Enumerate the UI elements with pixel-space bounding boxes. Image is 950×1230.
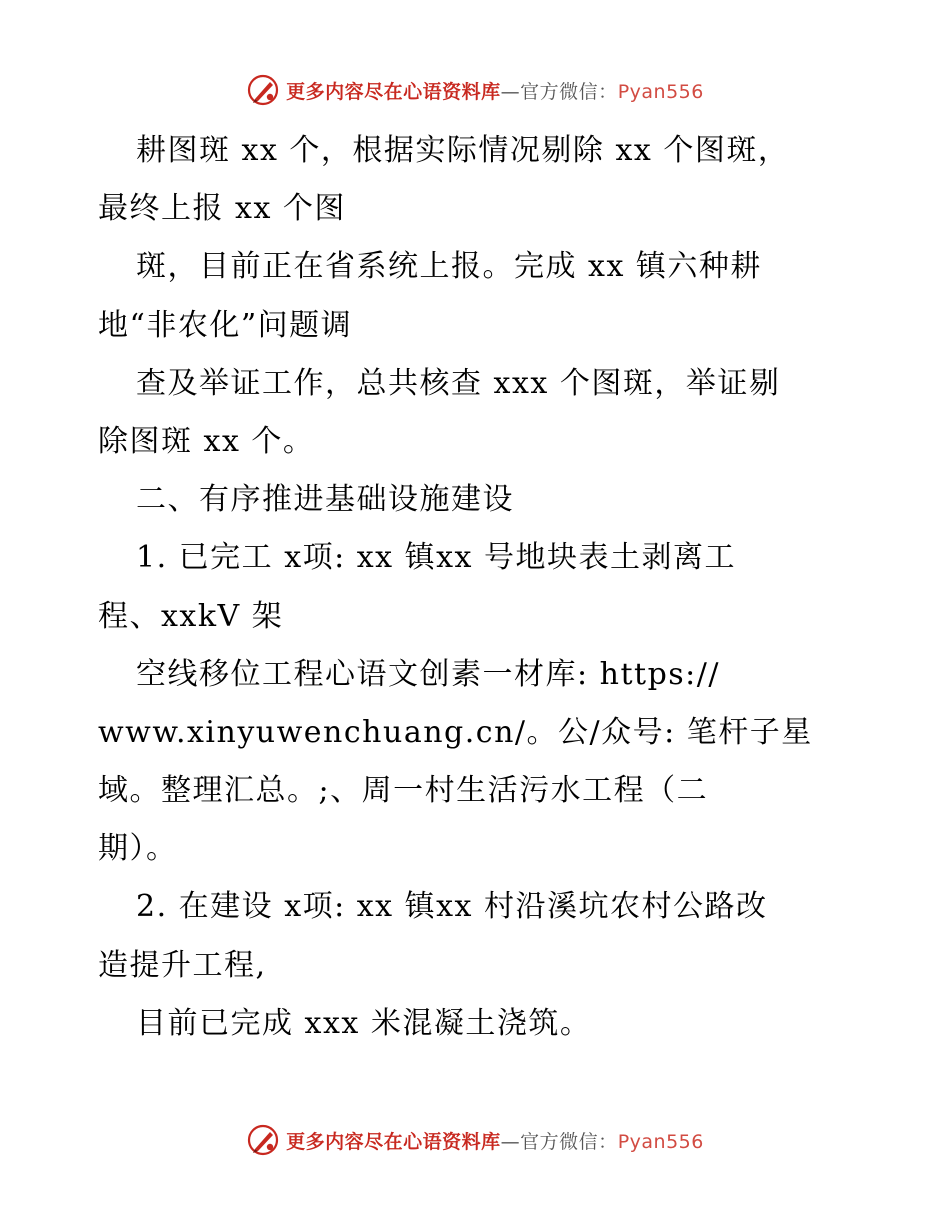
footer-banner [0,1120,950,1160]
text-line: 查及举证工作，总共核查 xxx 个图斑，举证剔 [136,365,781,401]
text-line: 耕图斑 xx 个，根据实际情况剔除 xx 个图斑， [136,133,790,168]
banner-dash: — [500,80,521,103]
text-line: 地“非农化”问题调 [98,307,353,343]
text-line: 目前已完成 xxx 米混凝土浇筑。 [136,1005,592,1041]
text-line: 空线移位工程心语文创素一材库: https:// [136,656,720,692]
banner-wechat-label: 官方微信： [520,1130,618,1153]
section-heading: 二、有序推进基础设施建设 [136,482,514,518]
banner-dash: — [500,1130,521,1153]
banner-content [246,1123,704,1157]
text-line: 最终上报 xx 个图 [98,191,346,227]
text-line: 斑，目前正在省系统上报。完成 xx 镇六种耕 [136,249,762,285]
document-body [98,122,850,1053]
banner-wechat-id: Pyan556 [617,80,704,103]
text-line: 域。整理汇总。;、周一村生活污水工程（二 [98,773,709,809]
text-line: 2. 在建设 x项: xx 镇xx 村沿溪坑农村公路改 [136,889,768,925]
banner-main-text: 更多内容尽在心语资料库 [286,1130,501,1153]
text-line: 期）。 [98,831,178,867]
banner-wechat-label: 官方微信： [520,80,618,103]
text-line: 程、xxkV 架 [98,598,284,634]
banner-content [246,73,704,107]
text-line: 造提升工程, [98,947,267,983]
text-line: www.xinyuwenchuang.cn/。公/众号: 笔杆子星 [98,714,813,750]
header-banner [0,70,950,110]
quill-pen-logo-icon [246,1123,280,1157]
quill-pen-logo-icon [246,73,280,107]
text-line: 1. 已完工 x项: xx 镇xx 号地块表土剥离工 [136,540,737,576]
text-line: 除图斑 xx 个。 [98,423,315,459]
banner-main-text: 更多内容尽在心语资料库 [286,80,501,103]
banner-wechat-id: Pyan556 [617,1130,704,1153]
